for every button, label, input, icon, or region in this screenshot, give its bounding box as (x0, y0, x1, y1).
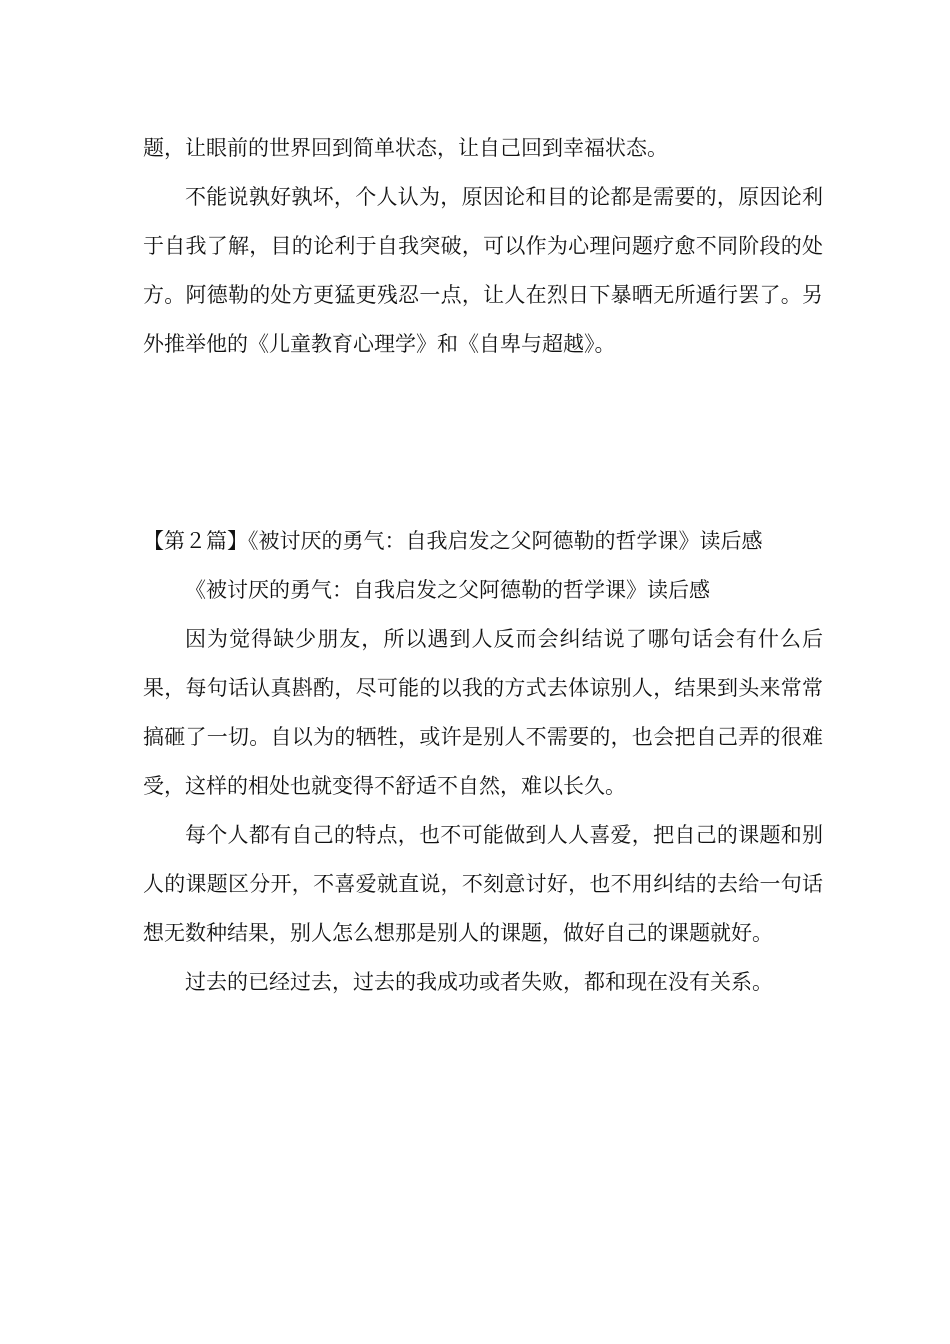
paragraph-lacking-friends: 因为觉得缺少朋友，所以遇到人反而会纠结说了哪句话会有什么后果，每句话认真斟酌，尽可能的以我的方式去体谅别人，结果到头来常常搞砸了一切。自以为的牺牲，或许是别人不需要的，也会把自己弄的很难受，这样的相处也就变得不舒适不自然，难以长久。 (143, 627, 823, 798)
paragraph-past: 过去的已经过去，过去的我成功或者失败，都和现在没有关系。 (185, 970, 773, 994)
document-page (143, 124, 823, 1007)
article-subtitle: 《被讨厌的勇气：自我启发之父阿德勒的哲学课》读后感 (185, 578, 710, 602)
section-gap (143, 369, 823, 517)
paragraph-causes-vs-purposes: 不能说孰好孰坏，个人认为，原因论和目的论都是需要的，原因论利于自我了解，目的论利于自我突破，可以作为心理问题疗愈不同阶段的处方。阿德勒的处方更猛更残忍一点，让人在烈日下暴晒无所遁行罢了。另外推举他的《儿童教育心理学》和《自卑与超越》。 (143, 185, 823, 356)
paragraph-separating-tasks: 每个人都有自己的特点，也不可能做到人人喜爱，把自己的课题和别人的课题区分开，不喜爱就直说，不刻意讨好，也不用纠结的去给一句话想无数种结果，别人怎么想那是别人的课题，做好自己的课题就好。 (143, 823, 823, 945)
paragraph-continuation: 题，让眼前的世界回到简单状态，让自己回到幸福状态。 (143, 136, 668, 160)
article-heading: 【第２篇】《被讨厌的勇气：自我启发之父阿德勒的哲学课》读后感 (143, 529, 763, 553)
